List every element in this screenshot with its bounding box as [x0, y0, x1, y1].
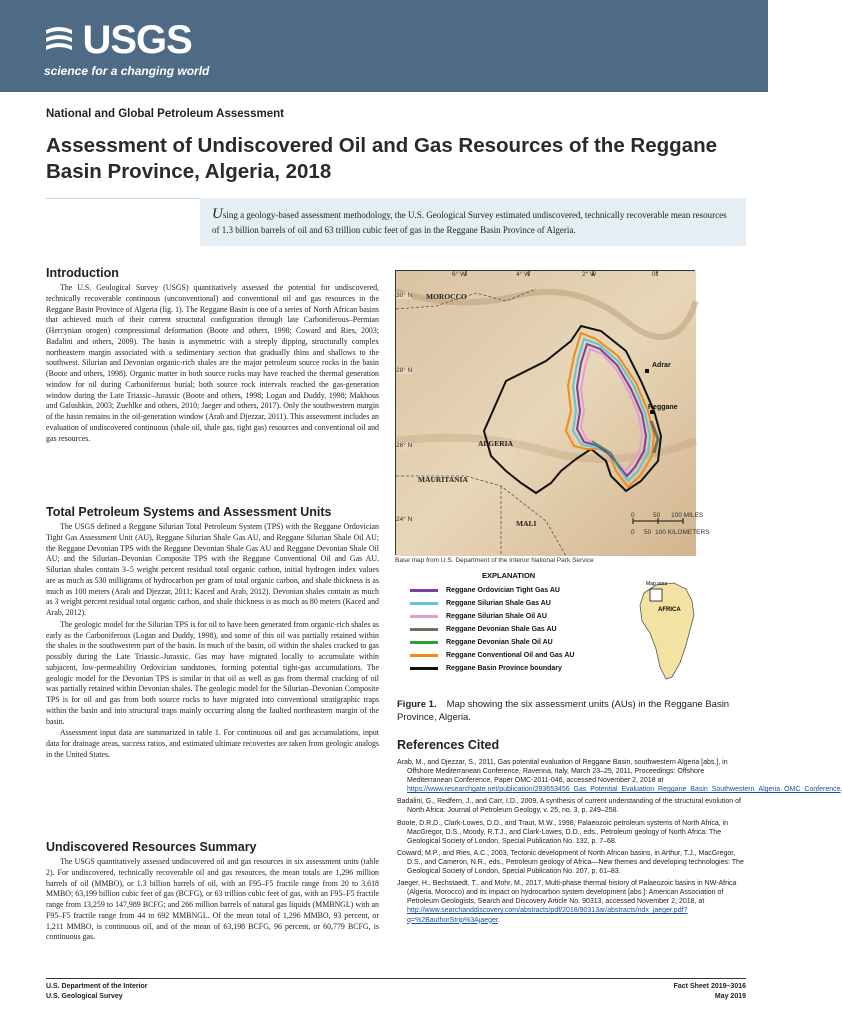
legend-label: Reggane Devonian Shale Gas AU — [446, 626, 557, 633]
paragraph: The USGS quantitatively assessed undiscovered oil and gas resources in six assessment units (table 2). For undiscovered, technically recoverable oil and gas resources, the mean totals are 1,296 million barrels of oil (MMBO), or 1.3 billion barrels of oil, with an F95–F5 fractile range from 20 to 3,618 MMBO; 63,199 billion cubic feet of gas (BCFG), or 63 trillion cubic feet of gas, with an F95–F5 fractile range from 13,259 to 147,989 BCFG; and 266 million barrels of natural gas liquids (MMBNGL) with an F95–F5 fractile range from 44 to 692 MMBNGL. Of the mean total of 1,296 MMBO, 93 percent, or 1,211 MMBO, is continuous oil, and of the mean of 63,198 BCFG, 96 percent, or 60,779 BCFG, is continuous gas. — [46, 857, 379, 942]
legend-label: Reggane Silurian Shale Oil AU — [446, 613, 547, 620]
header-banner — [0, 0, 768, 92]
lat-label-30n: 30° N — [396, 292, 413, 299]
legend-label: Reggane Basin Province boundary — [446, 665, 562, 672]
inset-map-area-label: Map area — [646, 581, 668, 587]
legend-item — [410, 636, 600, 649]
scale-mi-0: 0 — [631, 512, 635, 519]
reference-link[interactable]: http://www.searchanddiscovery.com/abstracts/pdf/2018/90313ar/abstracts/ndx_jaeger.pdf?q=%2BauthorStrip%3Ajaeger — [407, 907, 688, 924]
abstract-box — [200, 198, 746, 246]
caption-label: Figure 1. — [397, 699, 437, 710]
scale-mi-100: 100 MILES — [671, 512, 704, 519]
summary-heading: Undiscovered Resources Summary — [46, 840, 257, 854]
map-legend — [410, 584, 600, 675]
country-morocco: MOROCCO — [426, 292, 467, 301]
map-credit: Base map from U.S. Department of the Interior National Park Service — [395, 557, 594, 564]
scale-km-50: 50 — [644, 529, 652, 536]
legend-swatch — [410, 602, 438, 605]
footer-department: U.S. Department of the Interior — [46, 983, 148, 990]
scale-km-100: 100 KILOMETERS — [655, 529, 710, 536]
africa-inset-map — [636, 575, 698, 685]
legend-item — [410, 623, 600, 636]
lon-label-6w: 6° W — [452, 271, 467, 278]
reference-item: Coward, M.P., and Ries, A.C., 2003, Tectonic development of North African basins, in Arthur, T.J., MacGregor, D.S., and Cameron, N.R., eds., Petroleum geology of Africa—New themes and developing technologies: The Geological Society of London, Special Publication No. 207, p. 61–83. — [397, 849, 744, 876]
legend-label: Reggane Silurian Shale Gas AU — [446, 600, 551, 607]
figure-caption — [397, 698, 747, 725]
scale-km-0: 0 — [631, 529, 635, 536]
abstract-dropcap: U — [212, 206, 223, 222]
legend-item — [410, 649, 600, 662]
footer-fact-sheet: Fact Sheet 2019–3016 — [673, 983, 746, 990]
reference-item: Boote, D.R.D., Clark-Lowes, D.D., and Traut, M.W., 1998, Palaeozoic petroleum systems of North Africa, in MacGregor, D.S., Moody, R.T.J., and Clark-Lowes, D.D., eds., Petroleum geology of North Africa: The Geological Society of London, Special Publication No. 132, p. 7–68. — [397, 819, 729, 845]
footer-agency: U.S. Geological Survey — [46, 993, 123, 1000]
reggane-map — [395, 270, 710, 555]
logo-text: USGS — [82, 18, 192, 62]
reference-link[interactable]: https://www.researchgate.net/publication/293653456_Gas_Potential_Evaluation_Reggane_Basin_Southwestern_Algeria_OMC_Conference — [407, 786, 841, 794]
town-reggane: Reggane — [648, 404, 678, 411]
adrar-marker — [645, 369, 649, 373]
map-svg — [396, 271, 710, 556]
lon-label-0: 0° — [652, 271, 659, 278]
legend-item — [410, 584, 600, 597]
scale-mi-50: 50 — [653, 512, 661, 519]
lon-label-2w: 2° W — [582, 271, 597, 278]
explanation-title: EXPLANATION — [482, 571, 536, 580]
legend-swatch — [410, 628, 438, 631]
legend-item — [410, 597, 600, 610]
reference-item: Badalini, G., Redfern, J., and Carr, I.D., 2009, A synthesis of current understanding of the structural evolution of North Africa: Journal of Petroleum Geology, v. 25, no. 3, p. 249–258. — [397, 798, 741, 815]
footer-date: May 2019 — [714, 993, 746, 1000]
reference-item: Jaeger, H., Bechstaedt, T., and Mohr, M., 2017, Multi-phase thermal history of Palaeozoic basins in NW-Africa (Algeria, Morocco) and its impact on hydrocarbon system development [abs.]: American Association of Petroleum Geologists, Search and Discovery Article No. 90313, accessed November 2, 2018, at http://www.searchanddiscovery.com/abstracts/pdf/2018/90313ar/abstracts/ndx_jaeger.pdf?q=%2BauthorStrip%3Ajaeger. — [397, 880, 737, 924]
references-list — [397, 758, 841, 928]
legend-item — [410, 610, 600, 623]
lat-label-24n: 24° N — [396, 516, 413, 523]
town-adrar: Adrar — [652, 362, 671, 369]
country-algeria: ALGERIA — [478, 439, 514, 448]
paragraph: The geologic model for the Silurian TPS is for oil to have been generated from organic-rich shales as early as the Carboniferous (Logan and Duddy, 1998), and some of this oil was partially retained within the shales in the southwestern part of the basin. In much of the basin, oil within the shales cracked to gas possibly during the Late Triassic–Jurassic. Gas may have migrated locally to accumulate within subjacent, low-permeability Ordovician sandstones, forming potential tight-gas accumulations. The geologic model for the Devonian TPS is similar in that oil as well as gas from thermal cracking of oil was partially retained within Devonian shales. The geologic model for the Silurian–Devonian Composite TPS is for oil and gas from both source rocks to have migrated into conventional stratigraphic traps within the basin and into structural traps mainly occurring along the faulted northeastern margin of the basin. — [46, 619, 379, 726]
legend-swatch — [410, 615, 438, 618]
inset-africa-label: AFRICA — [658, 607, 681, 613]
legend-swatch — [410, 641, 438, 644]
legend-swatch — [410, 589, 438, 592]
country-mauritania: MAURITANIA — [418, 475, 468, 484]
series-title: National and Global Petroleum Assessment — [46, 108, 284, 120]
reference-item: Arab, M., and Djezzar, S., 2011, Gas potential evaluation of Reggane Basin, southwestern Algeria [abs.], in Offshore Mediterranean Conference, Ravenna, Italy, March 23–25, 2011, Proceedings: Offshore Mediterranean Conference, Paper OMC-2011-046, accessed November 2, 2018 at https://www.researchgate.net/publication/293653456_Gas_Potential_Evaluation_Reggane_Basin_Southwestern_Algeria_OMC_Conference — [397, 759, 841, 794]
lat-label-26n: 26° N — [396, 442, 413, 449]
usgs-logo[interactable] — [44, 20, 192, 60]
abstract-text: sing a geology-based assessment methodology, the U.S. Geological Survey estimated undiscovered, technically recoverable mean resources of 1.3 billion barrels of oil and 63 trillion cubic feet of gas in the Reggane Basin Province of Algeria. — [212, 210, 727, 235]
legend-label: Reggane Conventional Oil and Gas AU — [446, 652, 575, 659]
legend-swatch — [410, 654, 438, 657]
usgs-wave-icon — [44, 24, 74, 56]
legend-item — [410, 662, 600, 675]
summary-body — [46, 857, 379, 944]
paragraph: Assessment input data are summarized in table 1. For continuous oil and gas accumulations, input data for drainage areas, success ratios, and estimated ultimate recoveries are taken from geologic analogs in the United States. — [46, 728, 379, 759]
legend-label: Reggane Ordovician Tight Gas AU — [446, 587, 560, 594]
introduction-body — [46, 283, 379, 445]
tps-body — [46, 522, 379, 762]
page-title: Assessment of Undiscovered Oil and Gas Resources of the Reggane Basin Province, Algeria, 2018 — [46, 134, 718, 183]
paragraph: The USGS defined a Reggane Silurian Total Petroleum System (TPS) with the Reggane Ordovician Tight Gas Assessment Unit (AU), Reggane Silurian Shale Gas AU, and Reggane Silurian Shale Oil AU; the Reggane Devonian TPS with the Reggane Devonian Shale Gas AU and Reggane Devonian Shale Oil AU; and the Silurian–Devonian Composite TPS with the Reggane Conventional Oil and Gas AU. Silurian shales contain 3–5 weight percent residual total organic carbon, initial hydrogen index values are as much as 530 milligrams of hydrocarbon per gram of total organic carbon, and shale thickness is as much as 100 meters (Arab and Djezzar, 2011; Kaced and Arab, 2012). Devonian shales contain as much as 3 weight percent residual total organic carbon, and shale thickness is as much as 80 meters (Kaced and Arab, 2012). — [46, 522, 379, 617]
logo-tagline: science for a changing world — [44, 64, 210, 78]
paragraph: The U.S. Geological Survey (USGS) quantitatively assessed the potential for undiscovered, technically recoverable continuous (unconventional) and conventional oil and gas resources in the Reggane Basin Province of Algeria (fig. 1). The Reggane Basin is one of a series of North African basins that achieved much of their current structural configuration through late Carboniferous–Permian (Hercynian orogen) compressional deformation (Boote and others, 1998; Coward and Ries, 2003; Badalini and others, 2009). The basin is asymmetric with a steeply dipping, structurally complex northeastern margin associated with a sedimentary section that gradually thins and shallows to the southwest. Silurian and Devonian organic-rich shales are the major petroleum source rocks in the basin (Boote and others, 1998). Organic matter in both source rocks may have reached the thermal generation window for oil during Carboniferous burial; both source rock intervals reached the gas-generation window during the Late Triassic–Jurassic (Boote and others, 1998; Logan and Duddy, 1998; Makhous and Galushkin, 2003; Zuehlke and others, 2010; Jaeger and others, 2017). Only the southwestern margin of the basin remains in the oil-generation window (Arab and Djezzar, 2011). This assessment includes an evaluation of undiscovered continuous (shale oil, shale gas, tight gas) resources and conventional oil and gas resources. — [46, 283, 379, 443]
references-heading: References Cited — [397, 738, 500, 752]
legend-label: Reggane Devonian Shale Oil AU — [446, 639, 553, 646]
footer-rule — [46, 978, 746, 979]
lon-label-4w: 4° W — [516, 271, 531, 278]
caption-text: Map showing the six assessment units (AUs) in the Reggane Basin Province, Algeria. — [397, 699, 730, 724]
country-mali: MALI — [516, 519, 537, 528]
introduction-heading: Introduction — [46, 266, 119, 280]
legend-swatch — [410, 667, 438, 670]
tps-heading: Total Petroleum Systems and Assessment Units — [46, 505, 332, 519]
lat-label-28n: 28° N — [396, 367, 413, 374]
